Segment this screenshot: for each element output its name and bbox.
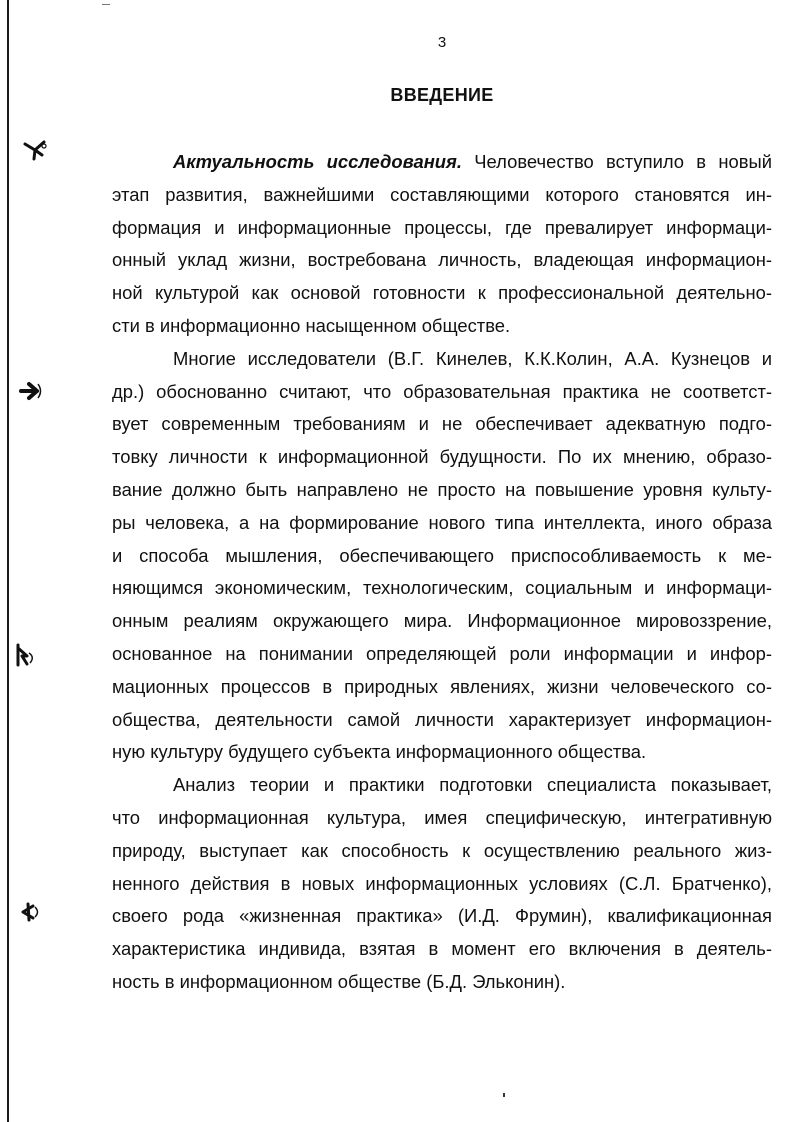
paragraph-line: онным реалиям окружающего мира. Информационное мировоззрение, xyxy=(112,610,772,632)
paragraph-line: товку личности к информационной будущности. По их мнению, образо- xyxy=(112,446,772,468)
scan-mark-icon xyxy=(13,642,39,668)
paragraph-line: что информационная культура, имея специфическую, интегративную xyxy=(112,806,772,828)
paragraph-line: Анализ теории и практики подготовки специалиста показывает, xyxy=(173,774,772,796)
body-text xyxy=(112,146,772,999)
paragraph-line: онный уклад жизни, востребована личность, владеющая информацион- xyxy=(112,249,772,271)
section-lead: Актуальность исследования. xyxy=(173,151,462,172)
paragraph-line: и способа мышления, обеспечивающего приспособливаемость к ме- xyxy=(112,544,772,566)
paragraph-line: няющимся экономическим, технологическим, социальным и информаци- xyxy=(112,577,772,599)
scan-edge-line xyxy=(7,0,9,1122)
paragraph-line: сти в информационно насыщенном обществе. xyxy=(112,314,511,336)
paragraph-line: своего рода «жизненная практика» (И.Д. Фрумин), квалификационная xyxy=(112,905,772,927)
paragraph-line: ную культуру будущего субъекта информационного общества. xyxy=(112,741,647,763)
scan-mark-icon xyxy=(18,378,44,404)
scan-speck xyxy=(102,4,110,5)
paragraph-line: вует современным требованиям и не обеспечивает адекватную подго- xyxy=(112,413,772,435)
scan-mark-icon xyxy=(19,899,45,925)
page-title: ВВЕДЕНИЕ xyxy=(390,85,494,105)
paragraph-line: характеристика индивида, взятая в момент его включения в деятель- xyxy=(112,938,772,960)
paragraph-line: мационных процессов в природных явлениях, жизни человеческого со- xyxy=(112,675,772,697)
scan-mark-icon xyxy=(22,138,48,164)
paragraph-line: ность в информационном обществе (Б.Д. Эльконин). xyxy=(112,970,566,992)
scan-speck xyxy=(503,1093,505,1097)
page-number: 3 xyxy=(437,34,447,51)
paragraph-line xyxy=(112,146,772,179)
paragraph-line: вание должно быть направлено не просто на повышение уровня культу- xyxy=(112,478,772,500)
line-text: Человечество вступило в новый xyxy=(462,151,772,172)
paragraph-line: основанное на понимании определяющей роли информации и инфор- xyxy=(112,642,772,664)
paragraph-line: ненного действия в новых информационных условиях (С.Л. Братченко), xyxy=(112,872,772,894)
paragraph-line: природу, выступает как способность к осуществлению реального жиз- xyxy=(112,839,772,861)
paragraph-line: др.) обоснованно считают, что образовательная практика не соответст- xyxy=(112,380,772,402)
paragraph-line: этап развития, важнейшими составляющими которого становятся ин- xyxy=(112,183,772,205)
paragraph-line: Многие исследователи (В.Г. Кинелев, К.К.Колин, А.А. Кузнецов и xyxy=(173,347,772,369)
paragraph-line: ной культурой как основой готовности к профессиональной деятельно- xyxy=(112,282,772,304)
paragraph-line: формация и информационные процессы, где превалирует информаци- xyxy=(112,216,772,238)
paragraph-line: ры человека, а на формирование нового типа интеллекта, иного образа xyxy=(112,511,772,533)
paragraph-line: общества, деятельности самой личности характеризует информацион- xyxy=(112,708,772,730)
